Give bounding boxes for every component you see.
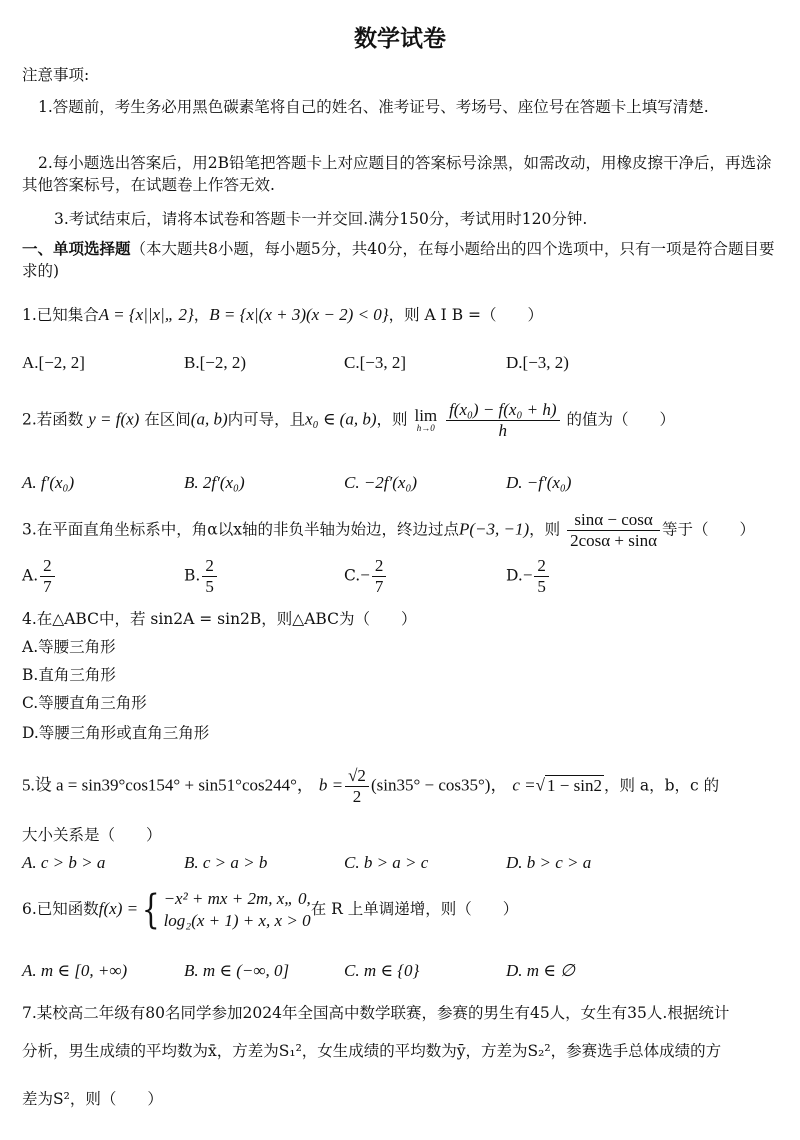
notice-item-2: 2.每小题选出答案后，用2B铅笔把答题卡上对应题目的答案标号涂黑，如需改动，用橡皮擦干净后，再选涂其他答案标号，在试题卷上作答无效. [22,154,772,194]
question-2 [22,400,778,441]
q2-frac-num: f(x₀) − f(x₀ + h) [446,400,559,421]
notice-heading: 注意事项: [22,66,90,84]
q5-a-expr: 5.设 a = sin39°cos154° + sin51°cos244°， [22,775,314,795]
q1-option-c[interactable]: C.[−3, 2] [344,353,406,372]
q6-case-2: log₂(x + 1) + x, x > 0 [163,911,311,930]
q5-line-2: 大小关系是（ ） [22,826,162,844]
q3-b-label: B. [184,566,201,585]
q3-option-a[interactable] [22,556,57,597]
q2-frac-den: h [498,421,508,440]
section-1-desc: （本大题共8小题，每小题5分，共40分，在每小题给出的四个选项中，只有一项是符合题目要求的) [22,240,775,280]
q4-option-c[interactable]: C.等腰直角三角形 [22,694,147,712]
q6-case-1: −x² + mx + 2m, x„ 0, [163,889,311,908]
q1-option-d[interactable]: D.[−3, 2) [506,353,569,372]
q3-mid: ，则 [529,520,561,539]
q3-a-num: 2 [40,556,55,577]
question-3 [22,510,778,551]
q6-option-c[interactable]: C. m ∈ {0} [344,961,420,980]
q5-sqrt-sign: √ [535,775,546,795]
q3-text: 3.在平面直角坐标系中，角α以x轴的非负半轴为始边，终边过点 [22,520,459,539]
q1-prefix: 1.已知集合 [22,306,99,324]
question-4: 4.在△ABC中，若 sin2A = sin2B，则△ABC为（ ） [22,610,417,628]
q5-b-frac [345,766,369,807]
q5-option-c[interactable]: C. b > a > c [344,853,429,872]
q5-option-b[interactable]: B. c > a > b [184,853,268,872]
question-5 [22,766,778,807]
q3-c-num: 2 [372,556,387,577]
q3-point: P(−3, −1) [459,519,530,539]
q4-option-a[interactable]: A.等腰三角形 [22,638,116,656]
q3-d-num: 2 [534,556,549,577]
q1-comma: ， [193,306,210,324]
q5-b-pre: b = [318,775,344,795]
section-1-heading: 一、单项选择题 [22,240,131,258]
q2-lim-sub: h→0 [416,422,435,433]
q6-cases [164,888,311,932]
q3-c-label: C. [344,566,361,585]
q3-option-b[interactable] [184,556,219,597]
q3-option-c[interactable] [344,556,388,597]
q2-options [22,470,778,496]
q5-b-num: √2 [345,766,369,787]
q6-brace: { [141,887,160,933]
q1-options [22,350,778,376]
q6-tail: 在 R 上单调递增，则（ ） [310,900,519,918]
question-1 [22,302,778,328]
q2-option-b[interactable]: B. 2f′(x₀) [184,473,245,492]
q6-func: f(x) = [98,899,139,918]
q1-option-b[interactable]: B.[−2, 2) [184,353,246,372]
q5-tail: ，则 a，b，c 的 [603,776,720,795]
section-1-header [22,238,778,282]
question-7-line-3: 差为S²，则（ ） [22,1090,163,1108]
q3-d-den: 5 [537,577,546,596]
q2-mid2: 内可导，且 [227,410,306,429]
q5-c-pre: c = [512,775,536,795]
q6-prefix: 6.已知函数 [22,900,99,918]
question-7-line-2: 分析，男生成绩的平均数为x̄，方差为S₁²，女生成绩的平均数为ȳ，方差为S₂²，参赛选手总体成绩的方 [22,1042,722,1060]
q3-b-den: 5 [205,577,214,596]
q2-interval: (a, b) [190,409,228,429]
q3-option-d[interactable] [506,556,551,597]
notice-item-3: 3.考试结束后，请将本试卷和答题卡一并交回.满分150分，考试用时120分钟. [54,210,588,228]
q4-option-b[interactable]: B.直角三角形 [22,666,116,684]
q3-b-frac [202,556,217,597]
q6-option-d[interactable]: D. m ∈ ∅ [506,961,575,980]
q3-a-den: 7 [43,577,52,596]
question-6 [22,888,778,932]
q6-option-a[interactable]: A. m ∈ [0, +∞) [22,961,128,980]
q6-piecewise [138,888,311,932]
q5-b-den: 2 [352,787,362,806]
q3-a-label: A. [22,566,39,585]
q3-c-frac [372,556,387,597]
q5-c-root: 1 − sin2 [547,775,602,795]
q1-set-b: B = {x|(x + 3)(x − 2) < 0} [209,305,389,324]
q2-mid3: ，则 [376,410,408,429]
q2-func: y = f(x) [88,409,140,429]
q5-options [22,850,778,876]
q2-mid1: 在区间 [144,410,191,429]
q1-tail: ，则 A I B =（ ） [388,306,544,324]
notice-item-1: 1.答题前，考生务必用黑色碳素笔将自己的姓名、准考证号、考场号、座位号在答题卡上填写清楚. [38,98,709,116]
q2-fraction [446,400,559,441]
q2-tail: 的值为（ ） [566,410,675,429]
q3-a-frac [40,556,55,597]
question-7-line-1: 7.某校高二年级有80名同学参加2024年全国高中数学联赛，参赛的男生有45人，女生有35人.根据统计 [22,1004,730,1022]
q5-option-a[interactable]: A. c > b > a [22,853,106,872]
q3-fraction [567,510,660,551]
q3-d-label: D. [506,566,523,585]
q3-c-sign: − [360,565,370,585]
q3-tail: 等于（ ） [662,520,756,539]
q2-option-a[interactable]: A. f′(x₀) [22,473,75,492]
q3-c-den: 7 [374,577,384,596]
q4-option-d[interactable]: D.等腰三角形或直角三角形 [22,724,210,742]
q3-d-sign: − [522,565,533,585]
q1-set-a: A = {x||x|„ 2} [98,305,194,324]
q2-prefix: 2.若函数 [22,410,84,429]
q1-option-a[interactable]: A.[−2, 2] [22,353,85,372]
q2-option-d[interactable]: D. −f′(x₀) [506,473,572,492]
q3-d-frac [534,556,549,597]
q3-frac-den: 2cosα + sinα [570,531,658,550]
q5-b-post: (sin35° − cos35°)， [370,775,508,795]
q2-option-c[interactable]: C. −2f′(x₀) [344,473,418,492]
q6-options [22,958,778,984]
q2-x0: x₀ ∈ (a, b) [305,409,377,429]
q5-option-d[interactable]: D. b > c > a [506,853,592,872]
q3-frac-num: sinα − cosα [567,510,660,531]
q2-lim-word: lim [414,405,438,425]
q3-b-num: 2 [202,556,217,577]
q2-limit [414,405,438,433]
exam-title: 数学试卷 [354,26,446,52]
q3-options [22,556,778,602]
q6-option-b[interactable]: B. m ∈ (−∞, 0] [184,961,290,980]
